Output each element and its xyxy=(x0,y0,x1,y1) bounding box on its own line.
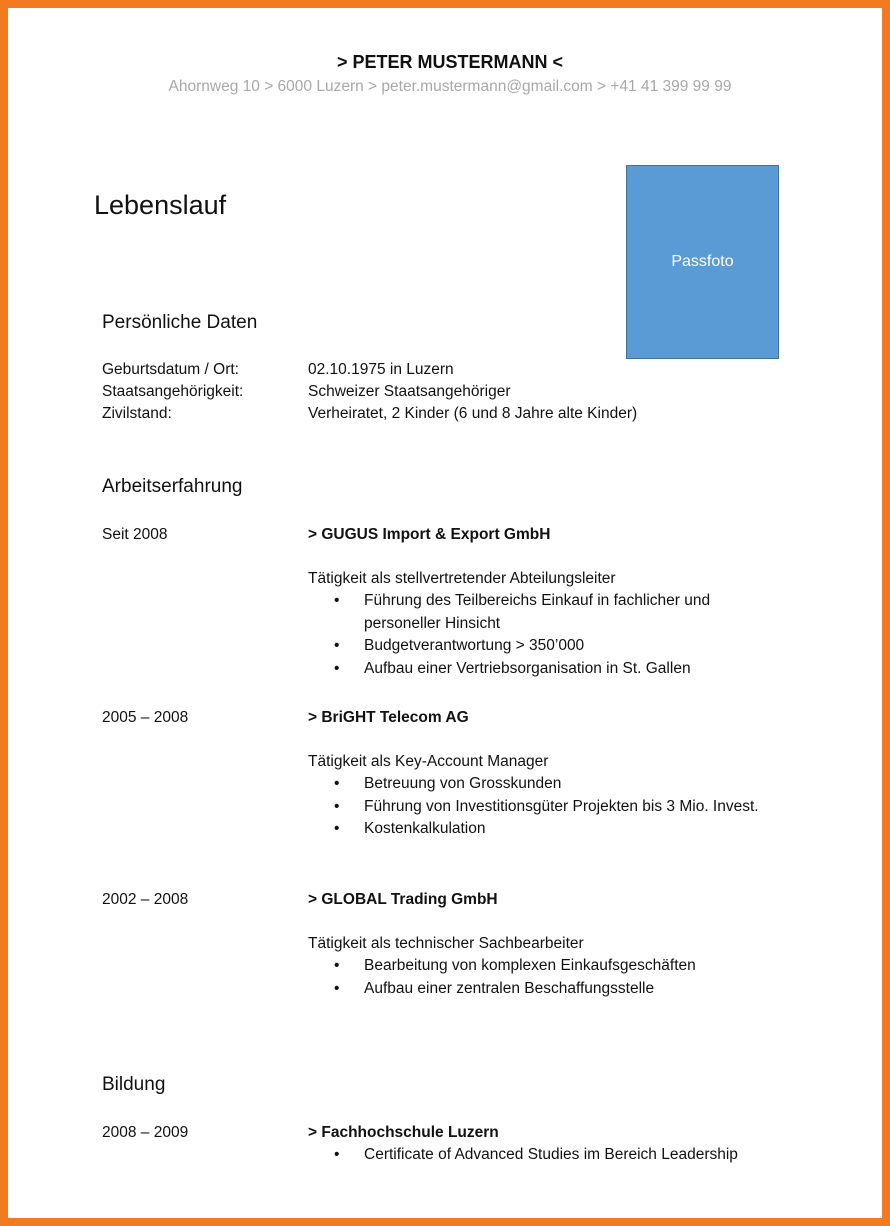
education-school: > Fachhochschule Luzern xyxy=(308,1124,499,1141)
job-bullet: • Bearbeitung von komplexen Einkaufsgeschäften xyxy=(308,955,778,978)
job-period: 2005 – 2008 xyxy=(102,709,189,726)
personal-label: Staatsangehörigkeit: xyxy=(102,383,244,400)
job-role: Tätigkeit als stellvertretender Abteilungsleiter xyxy=(308,570,616,587)
job-bullets xyxy=(308,590,778,680)
cv-page xyxy=(8,8,882,1218)
personal-label: Zivilstand: xyxy=(102,405,172,422)
job-period: 2002 – 2008 xyxy=(102,891,189,908)
job-bullet: • Führung von Investitionsgüter Projekten bis 3 Mio. Invest. xyxy=(308,796,778,819)
header-name: > PETER MUSTERMANN < xyxy=(336,52,564,72)
job-company: > GUGUS Import & Export GmbH xyxy=(308,526,551,543)
job-bullet: • Budgetverantwortung > 350’000 xyxy=(308,635,778,658)
passport-photo-placeholder xyxy=(626,165,779,359)
section-personal-heading: Persönliche Daten xyxy=(102,312,258,333)
job-role: Tätigkeit als Key-Account Manager xyxy=(308,753,549,770)
education-bullets xyxy=(308,1144,778,1167)
job-company: > GLOBAL Trading GmbH xyxy=(308,891,498,908)
job-bullets xyxy=(308,955,778,1000)
job-bullet: • Aufbau einer zentralen Beschaffungsstelle xyxy=(308,978,778,1001)
header-contact: Ahornweg 10 > 6000 Luzern > peter.mustermann@gmail.com > +41 41 399 99 99 xyxy=(168,78,732,95)
photo-label: Passfoto xyxy=(671,253,734,270)
job-bullet: • Kostenkalkulation xyxy=(308,818,778,841)
section-experience-heading: Arbeitserfahrung xyxy=(102,476,243,497)
personal-value: 02.10.1975 in Luzern xyxy=(308,361,454,378)
personal-value: Schweizer Staatsangehöriger xyxy=(308,383,511,400)
job-bullet: • Führung des Teilbereichs Einkauf in fachlicher und personeller Hinsicht xyxy=(308,590,778,635)
education-bullet: • Certificate of Advanced Studies im Bereich Leadership xyxy=(308,1144,778,1167)
document-title: Lebenslauf xyxy=(94,190,227,220)
personal-label: Geburtsdatum / Ort: xyxy=(102,361,239,378)
job-period: Seit 2008 xyxy=(102,526,168,543)
personal-value: Verheiratet, 2 Kinder (6 und 8 Jahre alte Kinder) xyxy=(308,405,638,422)
job-company: > BriGHT Telecom AG xyxy=(308,709,469,726)
job-role: Tätigkeit als technischer Sachbearbeiter xyxy=(308,935,584,952)
job-bullets xyxy=(308,773,778,841)
job-bullet: • Aufbau einer Vertriebsorganisation in St. Gallen xyxy=(308,658,778,681)
education-period: 2008 – 2009 xyxy=(102,1124,189,1141)
job-bullet: • Betreuung von Grosskunden xyxy=(308,773,778,796)
section-education-heading: Bildung xyxy=(102,1074,166,1095)
